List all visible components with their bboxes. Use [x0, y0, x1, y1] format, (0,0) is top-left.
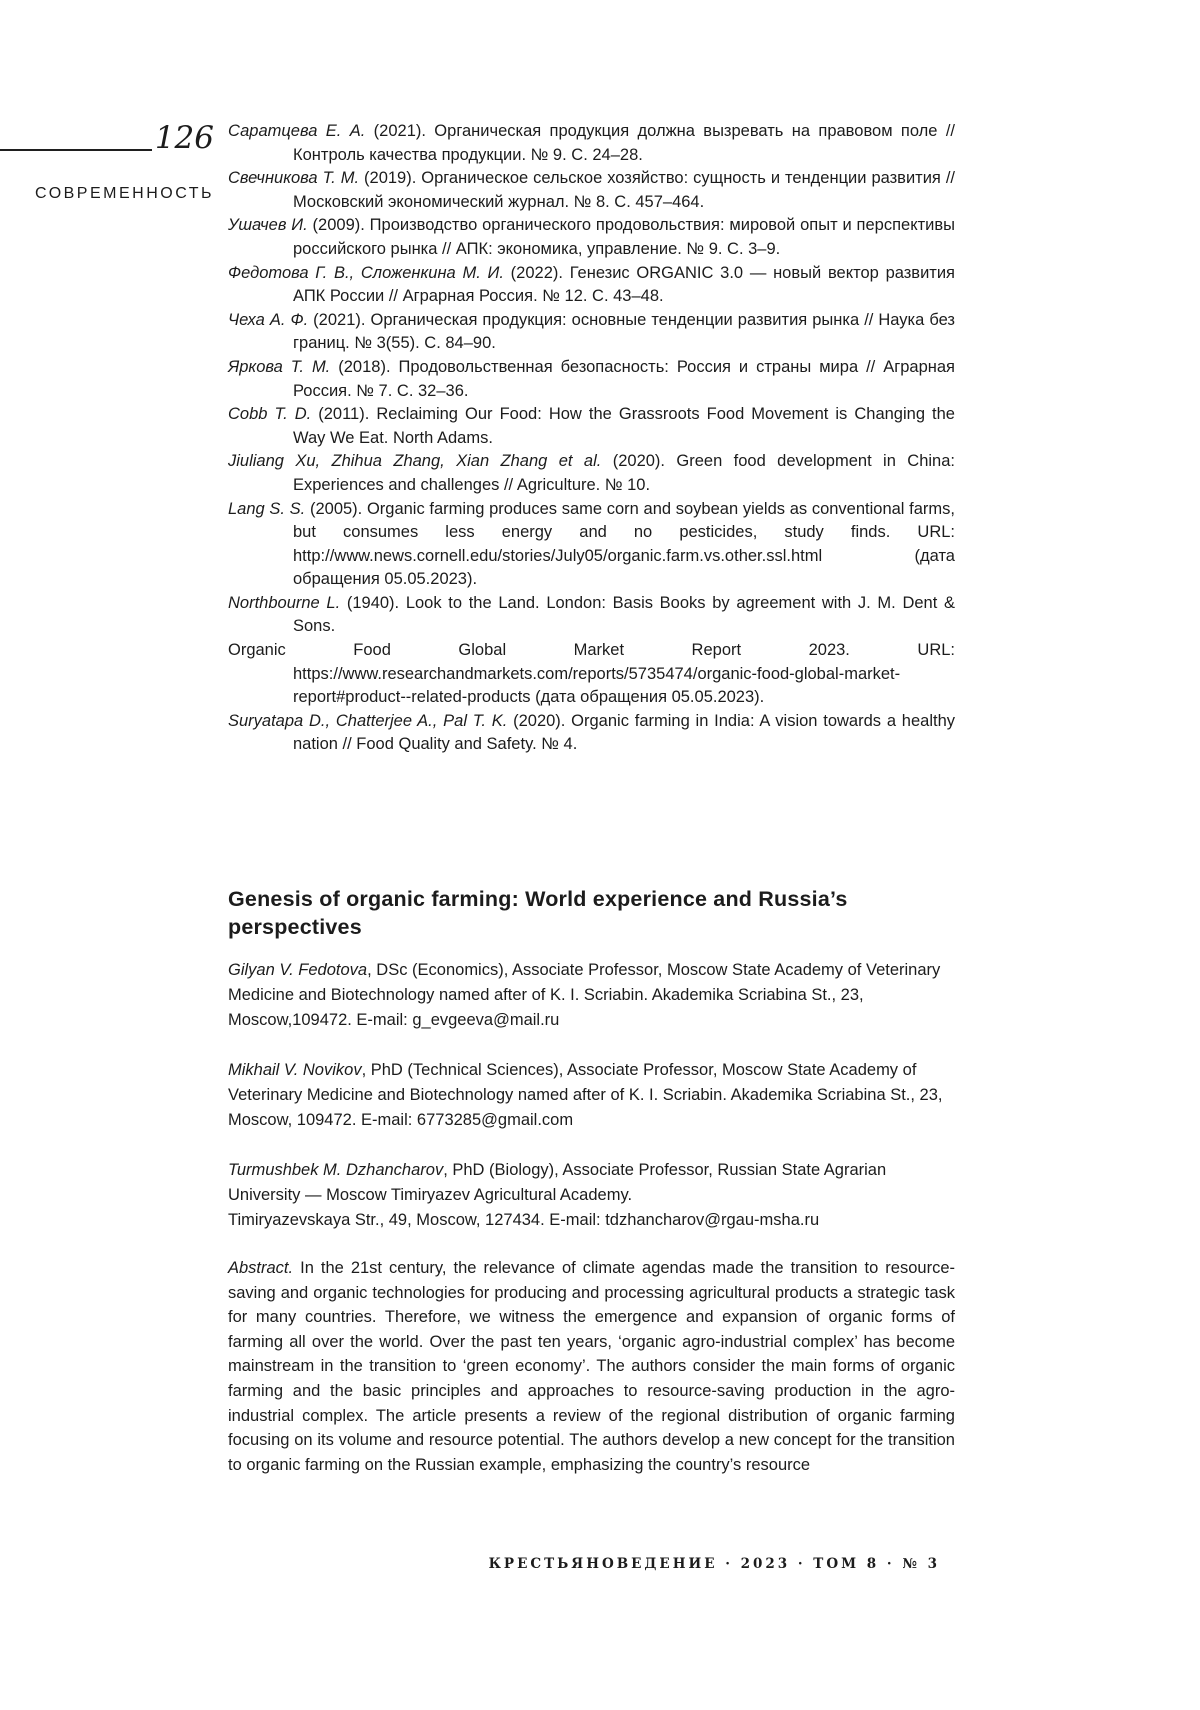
reference-entry [228, 356, 955, 403]
reference-author: Саратцева Е. А. [228, 122, 366, 140]
reference-author: Свечникова Т. М. [228, 169, 360, 188]
reference-text: (2021). Органическая продукция: основные тенденции развития рынка // Наука без границ. № 3(55). С. 84–90. [293, 310, 955, 353]
author-details: , PhD (Technical Sciences), Associate Professor, Moscow State Academy of Veterinary Medicine and Biotechnology named after of K. I. Scriabin. Akademika Scriabina St., 23, Moscow, 109472. E-mail: 6773285@gmail.com [228, 1061, 943, 1130]
reference-author: Suryatapa D., Chatterjee A., Pal T. K. [228, 711, 508, 730]
reference-text: (2019). Органическое сельское хозяйство: сущность и тенденции развития // Московский экономический журнал. № 8. С. 457–464. [293, 169, 955, 211]
reference-text: (2020). Organic farming in India: A vision towards a healthy nation // Food Quality and Safety. № 4. [293, 711, 955, 754]
main-column [228, 120, 955, 1477]
reference-author: Яркова Т. М. [228, 357, 331, 376]
reference-entry [228, 167, 955, 214]
abstract [228, 1256, 955, 1477]
reference-entry [228, 214, 955, 261]
reference-text: (2022). Генезис ORGANIC 3.0 — новый вектор развития АПК России // Аграрная Россия. № 12. С. 43–48. [293, 263, 955, 306]
reference-author: Чеха А. Ф. [228, 310, 309, 329]
author-info [228, 1058, 955, 1133]
reference-entry [228, 592, 955, 639]
journal-footer: КРЕСТЬЯНОВЕДЕНИЕ · 2023 · ТОМ 8 · № 3 [488, 1556, 940, 1572]
author-name: Turmushbek M. Dzhancharov [228, 1161, 444, 1180]
author-details: , PhD (Biology), Associate Professor, Russian State Agrarian University — Moscow Timiryazev Agricultural Academy. Timiryazevskaya Str., 49, Moscow, 127434. E-mail: tdzhancharov@rgau-msha.ru [228, 1161, 887, 1230]
reference-author: Cobb T. D. [228, 405, 312, 424]
author-info [228, 958, 955, 1033]
abstract-text: In the 21st century, the relevance of climate agendas made the transition to resource-saving and organic technologies for producing and processing agricultural products a strategic task for many countries. Therefore, we witness the emergence and expansion of organic forms of farming all over the world. Over the past ten years, ‘organic agro-industrial complex’ has become mainstream in the transition to ‘green economy’. The authors consider the main forms of organic farming and the basic principles and approaches to resource-saving production in the agro-industrial complex. The article presents a review of the regional distribution of organic farming focusing on its volume and resource potential. The authors develop a new concept for the transition to organic farming on the Russian example, emphasizing the country’s resource [228, 1259, 955, 1474]
reference-entry [228, 309, 955, 356]
reference-author: Jiuliang Xu, Zhihua Zhang, Xian Zhang et al. [228, 452, 602, 471]
reference-author: Федотова Г. В., Сложенкина М. И. [228, 263, 504, 282]
reference-author: Northbourne L. [228, 593, 341, 612]
author-name: Mikhail V. Novikov [228, 1061, 362, 1080]
reference-text: Organic Food Global Market Report 2023. URL: https://www.researchandmarkets.com/reports/5735474/organic-food-global-market-report#product--related-products (дата обращения 05.05.2023). [228, 641, 955, 707]
reference-text: (2005). Organic farming produces same corn and soybean yields as conventional farms, but consumes less energy and no pesticides, study finds. URL: http://www.news.cornell.edu/stories/July05/organic.farm.vs.other.ssl.html (дата обращения 05.05.2023). [293, 499, 955, 589]
author-details: , DSc (Economics), Associate Professor, Moscow State Academy of Veterinary Medicine and Biotechnology named after of K. I. Scriabin. Akademika Scriabina St., 23, Moscow,109472. E-mail: g_evgeeva@mail.ru [228, 961, 941, 1030]
page-number: 126 [154, 120, 214, 156]
abstract-label: Abstract. [228, 1259, 294, 1278]
reference-author: Lang S. S. [228, 499, 306, 518]
author-info [228, 1158, 955, 1233]
reference-entry [228, 450, 955, 497]
reference-entry [228, 710, 955, 757]
reference-entry [228, 639, 955, 710]
section-label: СОВРЕМЕННОСТЬ [34, 185, 214, 202]
reference-entry [228, 498, 955, 592]
reference-author: Ушачев И. [228, 216, 308, 235]
reference-text: (1940). Look to the Land. London: Basis Books by agreement with J. M. Dent & Sons. [293, 593, 955, 636]
reference-text: (2011). Reclaiming Our Food: How the Grassroots Food Movement is Changing the Way We Eat. North Adams. [293, 405, 955, 447]
reference-text: (2009). Производство органического продовольствия: мировой опыт и перспективы российского рынка // АПК: экономика, управление. № 9. С. 3–9. [293, 216, 955, 258]
author-name: Gilyan V. Fedotova [228, 961, 368, 980]
reference-text: (2021). Органическая продукция должна вызревать на правовом поле // Контроль качества продукции. № 9. С. 24–28. [293, 122, 955, 164]
reference-text: (2020). Green food development in China: Experiences and challenges // Agriculture. № 10. [293, 452, 955, 494]
reference-text: (2018). Продовольственная безопасность: Россия и страны мира // Аграрная Россия. № 7. С. 32–36. [293, 357, 955, 400]
reference-entry [228, 262, 955, 309]
reference-entry [228, 403, 955, 450]
reference-entry [228, 120, 955, 167]
references-list [228, 120, 955, 757]
article-title: Genesis of organic farming: World experience and Russia’s perspectives [228, 887, 848, 940]
